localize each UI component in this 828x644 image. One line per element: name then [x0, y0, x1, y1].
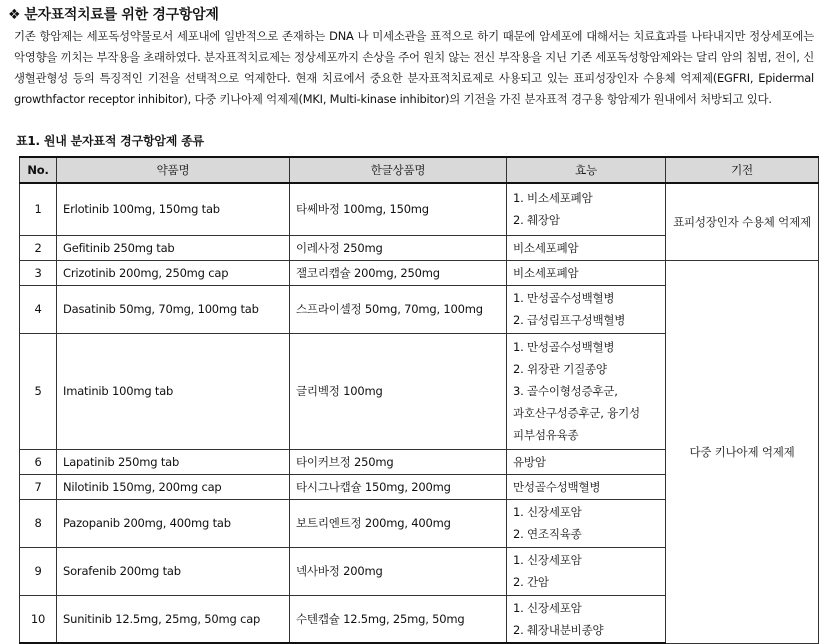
- drug-table: [19, 156, 819, 644]
- cell-drug-name: Nilotinib 150mg, 200mg cap: [57, 474, 290, 499]
- efficacy-line: 과호산구성증후군, 융기성: [513, 406, 640, 420]
- section-heading-text: 분자표적치료를 위한 경구항암제: [24, 7, 219, 23]
- cell-korean-name: 타시그나캡슐 150mg, 200mg: [290, 474, 507, 499]
- efficacy-line: 만성골수성백혈병: [513, 479, 601, 494]
- efficacy-line: 유방암: [513, 454, 546, 469]
- table-row: [20, 183, 819, 235]
- cell-drug-name: Crizotinib 200mg, 250mg cap: [57, 260, 290, 285]
- cell-korean-name: 스프라이셀정 50mg, 70mg, 100mg: [290, 285, 507, 333]
- cell-efficacy: [507, 183, 666, 235]
- cell-mechanism: 표피성장인자 수용체 억제제: [666, 183, 819, 260]
- efficacy-line: 2. 위장관 기질종양: [513, 362, 607, 376]
- cell-korean-name: 타쎄바정 100mg, 150mg: [290, 183, 507, 235]
- cell-drug-name: Gefitinib 250mg tab: [57, 235, 290, 260]
- table-header-row: [20, 157, 819, 183]
- header-drug-name: 약품명: [57, 157, 290, 183]
- cell-efficacy: [507, 547, 666, 595]
- header-efficacy: 효능: [507, 157, 666, 183]
- efficacy-line: 비소세포폐암: [513, 265, 579, 280]
- efficacy-line: 피부섬유육종: [513, 428, 579, 442]
- cell-no: 4: [20, 285, 57, 333]
- cell-drug-name: Sunitinib 12.5mg, 25mg, 50mg cap: [57, 595, 290, 643]
- efficacy-line: 2. 연조직육종: [513, 527, 582, 541]
- efficacy-line: 2. 급성림프구성백혈병: [513, 313, 626, 327]
- cell-no: 10: [20, 595, 57, 643]
- cell-no: 3: [20, 260, 57, 285]
- efficacy-line: 1. 비소세포폐암: [513, 191, 593, 206]
- cell-korean-name: 보트리엔트정 200mg, 400mg: [290, 499, 507, 547]
- cell-no: 9: [20, 547, 57, 595]
- cell-no: 7: [20, 474, 57, 499]
- efficacy-line: 2. 간암: [513, 575, 549, 589]
- cell-efficacy: [507, 474, 666, 499]
- efficacy-line: 2. 췌장암: [513, 213, 560, 228]
- cell-no: 8: [20, 499, 57, 547]
- cell-drug-name: Dasatinib 50mg, 70mg, 100mg tab: [57, 285, 290, 333]
- table-caption: 표1. 원내 분자표적 경구항암제 종류: [16, 134, 204, 148]
- efficacy-line: 1. 만성골수성백혈병: [513, 291, 615, 305]
- cell-drug-name: Erlotinib 100mg, 150mg tab: [57, 183, 290, 235]
- cell-no: 1: [20, 183, 57, 235]
- cell-efficacy: [507, 499, 666, 547]
- diamond-bullet-icon: ❖: [8, 7, 21, 23]
- cell-drug-name: Imatinib 100mg tab: [57, 333, 290, 449]
- cell-no: 2: [20, 235, 57, 260]
- cell-korean-name: 수텐캡슐 12.5mg, 25mg, 50mg: [290, 595, 507, 643]
- section-heading: [8, 4, 219, 24]
- cell-efficacy: [507, 449, 666, 474]
- cell-korean-name: 타이커브정 250mg: [290, 449, 507, 474]
- intro-paragraph: 기존 항암제는 세포독성약물로서 세포내에 일반적으로 존재하는 DNA 나 미세소관을 표적으로 하기 때문에 암세포에 대해서는 치료효과를 나타내지만 정상세포에는 악영향을 끼치는 부작용을 초래하였다. 분자표적치료제는 정상세포까지 손상을 주어 원치 않는 전신 부작용을 지닌 기존 세포독성항암제와는 달리 암의 침범, 전이, 신생혈관형성 등의 특징적인 기전을 선택적으로 억제한다. 현재 치료에서 중요한 분자표적치료제로 사용되고 있는 표피성장인자 수용체 억제제(EGFRI, Epidermal growthfactor receptor inhibitor), 다중 키나아제 억제제(MKI, Multi-kinase inhibitor)의 기전을 가진 분자표적 경구용 항암제가 원내에서 처방되고 있다.: [14, 29, 814, 106]
- cell-drug-name: Lapatinib 250mg tab: [57, 449, 290, 474]
- cell-korean-name: 글리벡정 100mg: [290, 333, 507, 449]
- cell-korean-name: 넥사바정 200mg: [290, 547, 507, 595]
- table-row: [20, 260, 819, 285]
- cell-efficacy: [507, 333, 666, 449]
- header-no: No.: [20, 157, 57, 183]
- cell-efficacy: [507, 260, 666, 285]
- efficacy-line: 3. 골수이형성증후군,: [513, 384, 618, 398]
- header-korean-name: 한글상품명: [290, 157, 507, 183]
- cell-drug-name: Pazopanib 200mg, 400mg tab: [57, 499, 290, 547]
- cell-korean-name: 잴코리캡슐 200mg, 250mg: [290, 260, 507, 285]
- efficacy-line: 1. 만성골수성백혈병: [513, 340, 615, 354]
- cell-mechanism: 다중 키나아제 억제제: [666, 260, 819, 643]
- efficacy-line: 2. 췌장내분비종양: [513, 622, 604, 637]
- table-body: [20, 183, 819, 643]
- cell-korean-name: 이레사정 250mg: [290, 235, 507, 260]
- efficacy-line: 1. 신장세포암: [513, 505, 582, 519]
- cell-drug-name: Sorafenib 200mg tab: [57, 547, 290, 595]
- efficacy-line: 1. 신장세포암: [513, 600, 582, 615]
- header-mechanism: 기전: [666, 157, 819, 183]
- cell-no: 5: [20, 333, 57, 449]
- efficacy-line: 비소세포폐암: [513, 240, 579, 255]
- cell-efficacy: [507, 235, 666, 260]
- cell-no: 6: [20, 449, 57, 474]
- efficacy-line: 1. 신장세포암: [513, 553, 582, 567]
- cell-efficacy: [507, 285, 666, 333]
